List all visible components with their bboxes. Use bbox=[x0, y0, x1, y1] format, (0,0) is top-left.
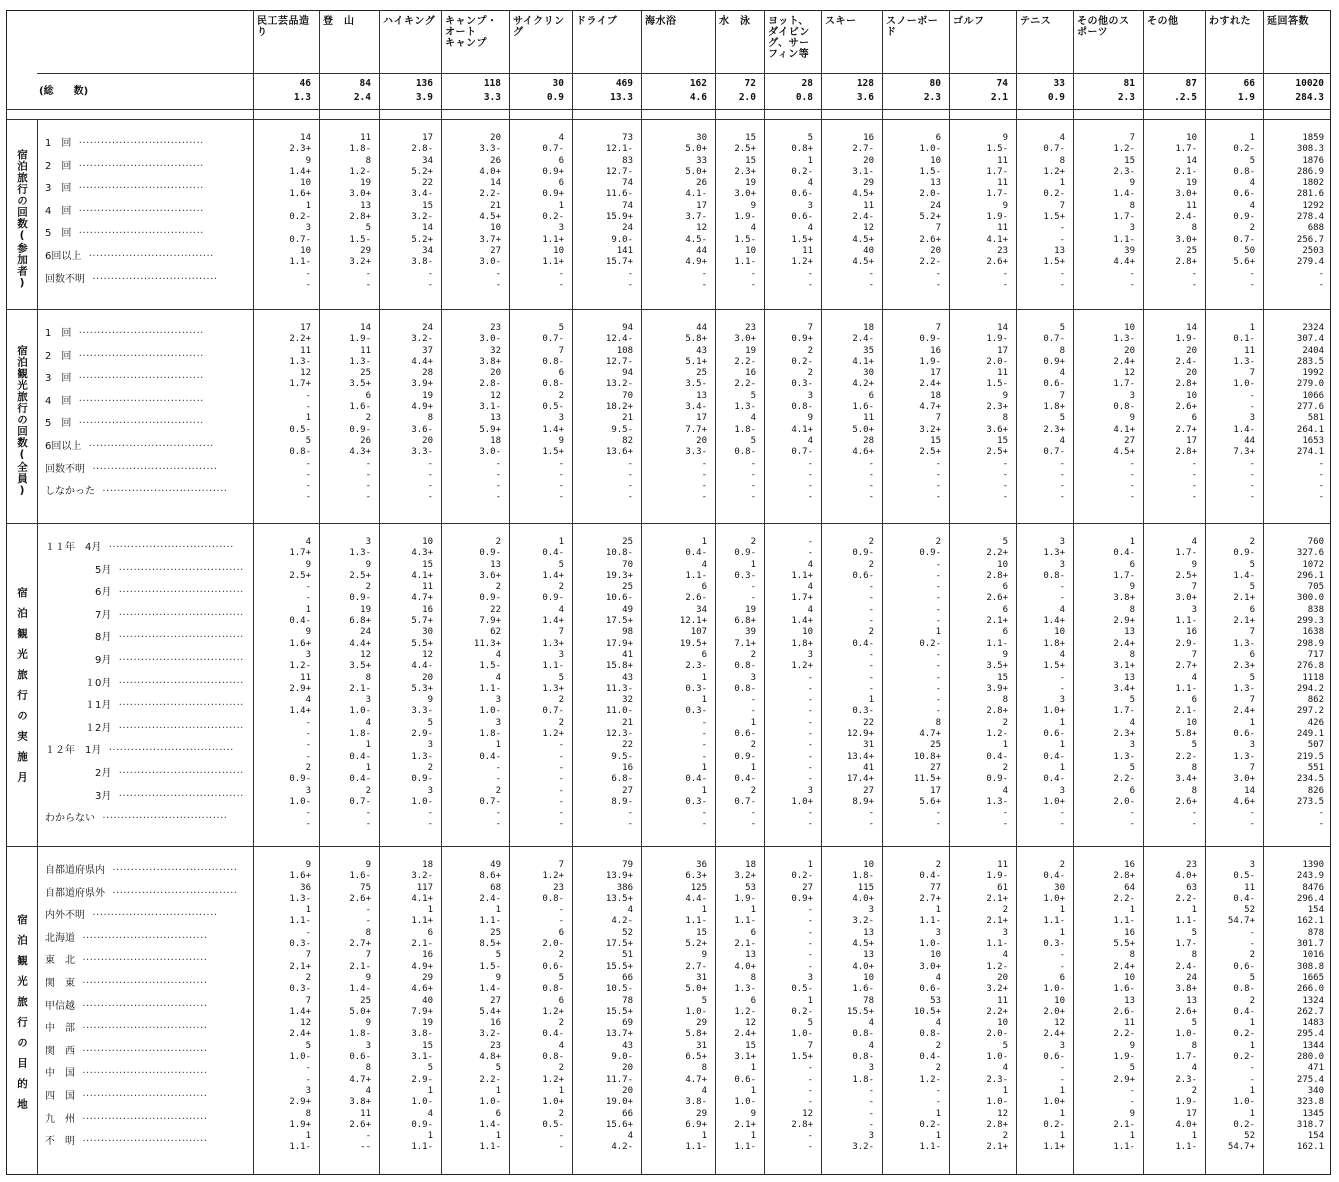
leader-dots: ·································· bbox=[85, 273, 218, 285]
leader-dots: ·································· bbox=[111, 587, 244, 599]
column-total: 136 3.9 bbox=[415, 78, 433, 103]
data-column: 10 1.7- 14 2.1- 19 3.0+ 11 2.4- 8 3.0+ 25 2.8+ - - bbox=[1175, 133, 1197, 290]
row-label bbox=[45, 223, 249, 246]
leader-dots: ·································· bbox=[75, 932, 208, 944]
data-column: 17 2.8- 34 5.2+ 22 3.4- 15 3.2- 14 5.2+ 34 3.8- - - bbox=[411, 133, 433, 290]
row-label-text: 関 西 bbox=[45, 1045, 75, 1057]
row-label bbox=[45, 323, 249, 346]
data-column: 24 3.2- 37 4.4+ 28 3.9+ 19 4.9+ 8 3.6- 20 3.3- - - - - bbox=[411, 323, 433, 503]
data-column: 30 5.0+ 33 5.0+ 26 4.1- 17 3.7- 12 4.5- 44 4.9+ - - bbox=[685, 133, 707, 290]
column-total: 87 .2.5 bbox=[1174, 78, 1197, 103]
leader-dots: ·································· bbox=[71, 350, 204, 362]
column-header: サイクリング bbox=[513, 16, 565, 38]
data-column: 10 1.8- 115 4.0+ 3 3.2- 13 4.5+ 13 4.0+ 10 1.6- 78 15.5+ 4 0.8- 4 0.8- 3 1.8- - - - - 3 3.2- bbox=[846, 860, 874, 1153]
row-label bbox=[45, 481, 249, 504]
row-label bbox=[45, 627, 249, 650]
column-total: 33 0.9 bbox=[1047, 78, 1065, 103]
leader-dots: ·································· bbox=[111, 564, 244, 576]
row-labels bbox=[45, 537, 249, 831]
data-column: 14 1.9- 20 2.4- 20 2.8+ 10 2.6+ 6 2.7+ 17 2.8+ - - - - bbox=[1175, 323, 1197, 503]
column-header: わすれた bbox=[1209, 16, 1251, 27]
row-label bbox=[45, 763, 249, 786]
leader-dots: ·································· bbox=[85, 910, 218, 922]
row-labels bbox=[45, 860, 249, 1154]
row-label-text: １2月 bbox=[45, 722, 112, 734]
row-label-text: 自都道府県外 bbox=[45, 887, 105, 899]
leader-dots: ·································· bbox=[111, 654, 244, 666]
leader-dots: ·································· bbox=[71, 395, 204, 407]
data-column: 4 0.7- 6 0.9+ 6 0.9+ 1 0.2- 3 1.1+ 10 1.1+ - - bbox=[542, 133, 564, 290]
data-column: 1 0.4- 4 1.1- 6 2.6- 34 12.1+ 107 19.5+ 6 2.3- 1 0.3- 1 0.3- - - - - 1 0.4- 1 0.3- - - bbox=[679, 537, 707, 830]
row-label bbox=[45, 673, 249, 696]
column-total: 469 13.3 bbox=[610, 78, 633, 103]
row-label-text: 関 東 bbox=[45, 977, 75, 989]
leader-dots: ·································· bbox=[75, 977, 208, 989]
statistics-table bbox=[6, 10, 1331, 1175]
column-header: 延回答数 bbox=[1267, 16, 1309, 27]
data-column: 1 0.4- 5 1.4+ 2 0.9- 4 1.4+ 7 1.3+ 3 1.1- 5 1.3+ 2 0.7- 2 1.2+ - - - - - - - - bbox=[542, 537, 564, 830]
data-column: 23 4.0+ 63 2.2- 1 1.1- 5 1.7- 8 2.4- 24 3.8+ 13 2.6+ 5 1.0- 8 1.7- 4 2.3- 2 1.9- 17 4.0+ 1 1.1- bbox=[1175, 860, 1197, 1153]
leader-dots: ·································· bbox=[71, 138, 204, 149]
row-label-text: 1 回 bbox=[45, 328, 72, 339]
leader-dots: ·································· bbox=[81, 250, 214, 262]
data-column: 73 12.1- 83 12.7- 74 11.6- 74 15.9+ 24 9.0- 141 15.7+ - - bbox=[605, 133, 633, 290]
column-header: 登 山 bbox=[323, 16, 355, 27]
row-label-text: 7月 bbox=[45, 609, 112, 621]
row-label-text: 6回以上 bbox=[45, 250, 82, 262]
data-column: 5 0.8+ 1 0.2- 4 0.6- 3 0.6- 4 1.5+ 11 1.2+ - - bbox=[791, 133, 813, 290]
data-column: 2 0.9- 2 0.6- - - - - 2 0.4- - - - - 1 0.3- 22 12.9+ 31 13.4+ 41 17.4+ 27 8.9+ - - bbox=[846, 537, 874, 830]
row-label bbox=[45, 808, 249, 831]
leader-dots: ·································· bbox=[75, 1136, 208, 1148]
row-label-text: 5月 bbox=[45, 564, 112, 576]
row-label bbox=[45, 156, 249, 179]
data-column: 3 0.5- 11 0.4- 52 54.7+ - - 2 0.6- 5 0.8- 2 0.4- 1 0.2- 1 0.2- - - 1 1.0- 1 0.2- 52 54.7+ bbox=[1227, 860, 1255, 1153]
data-column: 10 1.3- 20 2.4+ 12 1.7- 3 0.8- 9 4.1+ 27 4.5+ - - - - bbox=[1113, 323, 1135, 503]
row-label bbox=[45, 605, 249, 628]
row-label-text: 九 州 bbox=[45, 1113, 75, 1125]
row-label-text: 9月 bbox=[45, 654, 112, 666]
leader-dots: ·································· bbox=[111, 790, 244, 802]
leader-dots: ·································· bbox=[111, 700, 244, 712]
row-label-text: 5 回 bbox=[45, 418, 72, 430]
leader-dots: ·································· bbox=[81, 440, 214, 452]
data-column: 23 3.0- 32 3.8+ 20 2.8- 12 3.1- 13 5.9+ 18 3.0- - - - - bbox=[479, 323, 501, 503]
row-label bbox=[45, 950, 249, 973]
leader-dots: ·································· bbox=[95, 813, 228, 825]
row-label-text: 3月 bbox=[45, 790, 112, 802]
section-title: 宿泊観光旅行の実施月 bbox=[16, 587, 28, 792]
row-label bbox=[45, 996, 249, 1019]
row-label-text: 中 部 bbox=[45, 1023, 75, 1035]
data-column: 1859 308.3 1876 286.9 1802 281.6 1292 278.4 688 256.7 2503 279.4 - - bbox=[1296, 133, 1324, 290]
data-column: 4 1.7+ 9 2.5+ - - 1 0.4- 9 1.6+ 3 1.2- 11 2.9+ 4 1.4+ - - - - 2 0.9- 3 1.0- - - bbox=[289, 537, 311, 830]
data-column: 2 0.9- 1 0.3- - - 19 6.8+ 39 7.1+ 2 0.8- 3 0.8- - - 1 0.6- 2 0.9- 1 0.4- 2 0.7- - - bbox=[734, 537, 756, 830]
data-column: 7 0.9- 16 1.9- 17 2.4+ 18 4.7+ 7 3.2+ 15 2.5+ - - - - bbox=[919, 323, 941, 503]
row-label-text: 北海道 bbox=[45, 932, 75, 944]
data-column: 1 0.1- 11 1.3- 7 1.0- - - 3 1.4- 44 7.3+ - - - - bbox=[1233, 323, 1255, 503]
leader-dots: ·································· bbox=[71, 328, 204, 339]
leader-dots: ·································· bbox=[111, 632, 244, 644]
row-label bbox=[45, 860, 249, 883]
total-row-label: (総 数) bbox=[39, 86, 89, 97]
data-column: 9 1.6+ 36 1.3- 1 1.1- - 0.3- 7 2.1+ 2 0.3- 7 1.4+ 12 2.4+ 5 1.0- - - 3 2.9+ 8 1.9+ 1 1.1- bbox=[289, 860, 311, 1153]
data-column: 20 3.3- 26 4.0+ 14 2.2- 21 4.5+ 10 3.7+ 27 3.0- - - bbox=[479, 133, 501, 290]
data-column: 2 0.4- 30 1.0+ 1 1.1- 1 0.3- - - 6 1.0- 10 2.0+ 12 2.4+ 3 0.6- - - 1 1.0+ 1 0.2- 1 1.1+ bbox=[1043, 860, 1065, 1153]
row-label bbox=[45, 201, 249, 224]
row-label-text: １0月 bbox=[45, 677, 112, 689]
leader-dots: ·································· bbox=[71, 183, 204, 195]
column-total: 72 2.0 bbox=[738, 78, 756, 103]
leader-dots: ·································· bbox=[75, 1113, 208, 1125]
column-header: その他のスポーツ bbox=[1077, 16, 1130, 38]
row-label-text: 甲信越 bbox=[45, 1000, 75, 1012]
row-label bbox=[45, 391, 249, 414]
data-column: 4 1.7- 9 2.5+ 7 3.0+ 3 1.1- 16 2.9- 7 2.7+ 4 1.1- 6 2.1- 10 5.8+ 5 2.2- 8 3.4+ 8 2.6+ - - bbox=[1175, 537, 1197, 830]
leader-dots: ·································· bbox=[105, 865, 238, 876]
row-label-text: 2 回 bbox=[45, 160, 72, 172]
row-label-text: 3 回 bbox=[45, 373, 72, 385]
data-column: 7 1.2- 15 2.3- 9 1.4- 8 1.7- 3 1.1- 39 4.4+ - - bbox=[1113, 133, 1135, 290]
column-total: 30 0.9 bbox=[546, 78, 564, 103]
data-column: 14 1.9- 11 1.3- 25 3.5+ 6 1.6- 2 0.9- 26 4.3+ - - - - bbox=[349, 323, 371, 503]
data-column: 3 1.3- 9 2.5+ 2 0.9- 19 6.8+ 24 4.4+ 12 3.5+ 8 2.1- 3 1.0- 4 1.8- 1 0.4- 1 0.4- 2 0.7- - - bbox=[349, 537, 371, 830]
row-label-text: しなかった bbox=[45, 486, 95, 498]
row-label-text: 不 明 bbox=[45, 1136, 75, 1148]
data-column: 36 6.3+ 125 4.4- 1 1.1- 15 5.2+ 9 2.7- 31 5.0+ 5 1.0- 29 5.8+ 31 6.5+ 8 4.7+ 4 3.8- 29 6.9+ 1 1.1- bbox=[685, 860, 707, 1153]
row-label-text: 東 北 bbox=[45, 955, 75, 967]
row-label bbox=[45, 786, 249, 809]
data-column: 49 8.6+ 68 2.4- 1 1.1- 25 8.5+ 5 1.5- 9 1.4- 27 5.4+ 16 3.2- 23 4.8+ 5 2.2- 1 1.0- 6 1.4- 1 1.1- bbox=[479, 860, 501, 1153]
leader-dots: ·································· bbox=[75, 955, 208, 967]
data-column: 16 2.7- 20 3.1- 29 4.5+ 11 2.4- 12 4.5+ 40 4.5+ - - bbox=[852, 133, 874, 290]
row-label-text: 4 回 bbox=[45, 205, 72, 217]
row-label-text: 3 回 bbox=[45, 183, 72, 195]
row-label bbox=[45, 413, 249, 436]
row-label bbox=[45, 718, 249, 741]
row-label bbox=[45, 537, 249, 560]
column-total: 81 2.3 bbox=[1117, 78, 1135, 103]
data-column: 2324 307.4 2404 283.5 1992 279.0 1066 277.6 581 264.1 1653 274.1 - - - - bbox=[1296, 323, 1324, 503]
data-column: 94 12.4- 108 12.7- 94 13.2- 70 18.2+ 21 9.5- 82 13.6+ - - - - bbox=[605, 323, 633, 503]
row-label-text: 2月 bbox=[45, 767, 112, 779]
row-label bbox=[45, 178, 249, 201]
section-divider bbox=[7, 523, 1330, 524]
leader-dots: ·································· bbox=[71, 160, 204, 172]
leader-dots: ·································· bbox=[111, 767, 244, 779]
column-header: 民工芸品造り bbox=[257, 16, 310, 38]
data-column: - - 4 1.1+ 4 1.7+ 4 1.4+ 10 1.8+ 3 1.2+ - - - - - - - - - - 3 1.0+ - - bbox=[791, 537, 813, 830]
row-label bbox=[45, 1018, 249, 1041]
column-total: 74 2.1 bbox=[990, 78, 1008, 103]
column-total: 162 4.6 bbox=[689, 78, 707, 103]
leader-dots: ·································· bbox=[75, 1068, 208, 1080]
row-label bbox=[45, 883, 249, 906]
row-labels bbox=[45, 323, 249, 504]
leader-dots: ·································· bbox=[75, 1090, 208, 1102]
row-label bbox=[45, 973, 249, 996]
row-label-text: 4 回 bbox=[45, 395, 72, 407]
section-title: 宿泊旅行の回数(参加者) bbox=[16, 148, 28, 290]
header-divider bbox=[7, 119, 1330, 120]
row-label-text: 四 国 bbox=[45, 1090, 75, 1102]
leader-dots: ·································· bbox=[101, 745, 234, 757]
row-label bbox=[45, 740, 249, 763]
row-label-text: 5 回 bbox=[45, 228, 72, 240]
data-column: 18 3.2+ 53 1.9- 1 1.1- 6 2.1- 13 4.0+ 8 1.3- 6 1.2- 12 2.4+ 15 3.1+ 1 0.6- 1 1.0- 9 2.1+ 1 1.1- bbox=[734, 860, 756, 1153]
data-column: 3 1.3+ 3 0.8- - - 4 1.4+ 10 1.8+ 4 1.5+ - - 3 1.0+ 1 0.6- 1 0.4- 1 0.4- 3 1.0+ - - bbox=[1043, 537, 1065, 830]
section-title: 宿泊観光旅行の回数(全員) bbox=[16, 344, 28, 498]
column-total: 28 0.8 bbox=[795, 78, 813, 103]
data-column: 23 3.0+ 19 2.2- 16 2.2- 5 1.3- 4 1.8- 5 0.8- - - - - bbox=[734, 323, 756, 503]
row-label bbox=[45, 459, 249, 482]
leader-dots: ·································· bbox=[71, 228, 204, 240]
data-column: 9 1.5- 11 1.7- 11 1.7- 9 1.9- 11 4.1+ 23 2.6+ - - bbox=[986, 133, 1008, 290]
column-header: スキー bbox=[825, 16, 857, 27]
leader-dots: ·································· bbox=[75, 1045, 208, 1057]
data-column: 25 10.8- 70 19.3+ 25 10.6- 49 17.5+ 98 17.9+ 41 15.8+ 43 11.3- 32 11.0- 21 12.3- 22 9.5- 16 6.8- 27 8.9- - - bbox=[605, 537, 633, 830]
leader-dots: ·································· bbox=[71, 418, 204, 430]
leader-dots: ·································· bbox=[111, 609, 244, 621]
data-column: 14 1.9- 17 2.0- 11 1.5- 9 2.3+ 8 3.6+ 15 2.5+ - - - - bbox=[986, 323, 1008, 503]
leader-dots: ·································· bbox=[71, 373, 204, 385]
data-column: 4 0.7- 8 1.2+ 1 0.2- 7 1.5+ - - 13 1.5+ - - bbox=[1043, 133, 1065, 290]
section-title: 宿泊観光旅行の目的地 bbox=[16, 913, 28, 1119]
data-column: 9 1.6- 75 2.6+ - - 8 2.7+ 7 2.1- 9 1.4- 25 5.0+ 9 1.8- 3 0.6- 8 4.7+ 4 3.8+ 11 2.6+ - -- bbox=[349, 860, 371, 1153]
data-column: 18 3.2- 117 4.1+ 1 1.1+ 6 2.1- 16 4.9+ 29 4.6+ 40 7.9+ 19 3.8- 15 3.1- 5 2.9- 1 1.0- 4 0.9- 1 1.1- bbox=[411, 860, 433, 1153]
leader-dots: ·································· bbox=[105, 887, 238, 899]
column-header: 海水浴 bbox=[645, 16, 677, 27]
column-header: ヨット、ダイビング、サーフィン等 bbox=[768, 16, 810, 60]
column-total: 10020 284.3 bbox=[1295, 78, 1324, 103]
data-column: 11 1.8- 8 1.2- 19 3.0+ 13 2.8+ 5 1.5- 29 3.2+ - - bbox=[349, 133, 371, 290]
row-label-text: 回数不明 bbox=[45, 463, 85, 475]
data-column: 7 1.2+ 23 0.8- - - 6 2.0- 2 0.6- 5 0.8- 6 1.2+ 2 0.4- 4 0.8- 2 1.2+ 1 1.0+ 2 0.5- - - bbox=[542, 860, 564, 1153]
row-label bbox=[45, 928, 249, 951]
row-label-text: １２年 1月 bbox=[45, 745, 102, 757]
row-label bbox=[45, 560, 249, 583]
leader-dots: ·································· bbox=[101, 542, 234, 553]
column-header: ハイキング bbox=[383, 16, 436, 27]
column-total: 80 2.3 bbox=[923, 78, 941, 103]
row-label bbox=[45, 1131, 249, 1154]
row-label bbox=[45, 650, 249, 673]
data-column: 11 1.9- 61 2.1+ 2 2.1+ 3 1.1- 4 1.2- 20 3.2+ 11 2.2+ 10 2.0- 5 1.0- 4 2.3- 1 1.0- 12 2.8+ 2 2.1+ bbox=[986, 860, 1008, 1153]
section-divider bbox=[7, 846, 1330, 847]
column-header: スノーボード bbox=[886, 16, 939, 38]
row-label-text: 中 国 bbox=[45, 1068, 75, 1080]
data-column: 10 4.3+ 15 4.1+ 11 4.7+ 16 5.7+ 30 5.5+ 12 4.4- 20 5.3+ 9 3.3- 5 2.9- 3 1.3- 2 0.9- 3 1.0- - - bbox=[411, 537, 433, 830]
leader-dots: ·································· bbox=[75, 1000, 208, 1012]
row-label bbox=[45, 1041, 249, 1064]
row-label bbox=[45, 436, 249, 459]
row-label-text: １１年 4月 bbox=[45, 542, 102, 553]
row-label-text: 8月 bbox=[45, 632, 112, 644]
data-column: 17 2.2+ 11 1.3- 12 1.7+ - - 1 0.5- 5 0.8- - - - - bbox=[289, 323, 311, 503]
leader-dots: ·································· bbox=[111, 722, 244, 734]
row-header-divider bbox=[37, 119, 38, 1174]
row-label bbox=[45, 1063, 249, 1086]
column-total: 128 3.6 bbox=[856, 78, 874, 103]
row-label-text: 内外不明 bbox=[45, 910, 85, 922]
row-labels bbox=[45, 133, 249, 291]
column-header: ドライブ bbox=[576, 16, 618, 27]
data-column: 5 2.2+ 10 2.8+ 6 2.6+ 6 2.1+ 6 1.1- 9 3.5+ 15 3.9+ 8 2.8+ 2 1.2- 1 0.4- 2 0.9- 4 1.3- - - bbox=[986, 537, 1008, 830]
row-label bbox=[45, 368, 249, 391]
data-column: 18 2.4- 35 4.1+ 30 4.2+ 6 1.6- 11 5.0+ 28 4.6+ - - - - bbox=[852, 323, 874, 503]
column-header: その他 bbox=[1147, 16, 1179, 27]
row-label bbox=[45, 133, 249, 156]
leader-dots: ·································· bbox=[85, 463, 218, 475]
data-column: 44 5.8+ 43 5.1+ 25 3.5- 13 3.4- 17 7.7+ 20 3.3- - - - - bbox=[685, 323, 707, 503]
row-label bbox=[45, 1109, 249, 1132]
data-column: 2 0.4- 77 2.7+ 1 1.1- 3 1.0- 10 3.0+ 4 0.6- 53 10.5+ 4 0.8- 2 0.4- 2 1.2- - - 1 0.2- 1 1.1- bbox=[913, 860, 941, 1153]
data-column: 6 1.0- 10 1.5- 13 2.0- 24 5.2+ 7 2.6+ 20 2.2- - - bbox=[919, 133, 941, 290]
data-column: 7 0.9+ 2 0.2- 2 0.3- 3 0.8- 9 4.1+ 4 0.7- - - - - bbox=[791, 323, 813, 503]
leader-dots: ·································· bbox=[95, 486, 228, 498]
data-column: 15 2.5+ 15 2.3+ 19 3.0+ 9 1.9- 4 1.5- 10 1.1- - - bbox=[734, 133, 756, 290]
row-label bbox=[45, 695, 249, 718]
column-total: 46 1.3 bbox=[293, 78, 311, 103]
row-label-text: 自都道府県内 bbox=[45, 865, 105, 876]
row-label-text: 6回以上 bbox=[45, 440, 82, 452]
row-label bbox=[45, 905, 249, 928]
leader-dots: ·································· bbox=[75, 1023, 208, 1035]
header-divider bbox=[7, 109, 1330, 110]
row-label-text: 2 回 bbox=[45, 350, 72, 362]
data-column: 16 2.8+ 64 2.2- 1 1.1- 16 5.5+ 8 2.4+ 10 1.6- 13 2.6- 11 2.2- 9 1.9- 5 2.9+ - - 9 2.1- 1 1.1- bbox=[1113, 860, 1135, 1153]
data-column: 5 0.7- 7 0.8- 6 0.8- 2 0.5- 3 1.4+ 9 1.5+ - - - - bbox=[542, 323, 564, 503]
data-column: 760 327.6 1072 296.1 705 300.0 838 299.3 1638 298.9 717 276.8 1118 294.2 862 297.2 426 249.1 507 219.5 551 234.5 826 273.5 - - bbox=[1296, 537, 1324, 830]
column-header: テニス bbox=[1020, 16, 1052, 27]
column-total: 84 2.4 bbox=[353, 78, 371, 103]
data-column: 79 13.9+ 386 13.5+ 4 4.2- 52 17.5+ 51 15.5+ 66 10.5- 78 15.5+ 69 13.7+ 43 9.0- 20 11.7- 20 19.0+ 66 15.6+ 4 4.2- bbox=[605, 860, 633, 1153]
section-divider bbox=[7, 309, 1330, 310]
column-header: キャンプ・オート キャンプ bbox=[445, 16, 498, 49]
row-label-text: １1月 bbox=[45, 700, 112, 712]
column-header: ゴルフ bbox=[953, 16, 985, 27]
row-label-text: 回数不明 bbox=[45, 273, 85, 285]
column-total: 66 1.9 bbox=[1237, 78, 1255, 103]
leader-dots: ·································· bbox=[111, 677, 244, 689]
data-column: 1 0.2- 27 0.9+ - - - - - - 3 0.5- 1 0.2- 5 1.0- 7 1.5+ - - - - 12 2.8+ - - bbox=[791, 860, 813, 1153]
data-column: 5 0.7- 8 0.9+ 4 0.6- 7 1.8+ 5 2.3+ 4 0.7- - - - - bbox=[1043, 323, 1065, 503]
row-label bbox=[45, 346, 249, 369]
data-column: 1 0.2- 5 0.8- 4 0.6- 4 0.9- 2 0.7- 50 5.6+ - - bbox=[1233, 133, 1255, 290]
leader-dots: ·································· bbox=[71, 205, 204, 217]
column-header: 水 泳 bbox=[719, 16, 751, 27]
row-label-text: 6月 bbox=[45, 587, 112, 599]
row-label bbox=[45, 246, 249, 269]
column-total: 118 3.3 bbox=[483, 78, 501, 103]
row-label bbox=[45, 269, 249, 292]
data-column: 1 0.4- 6 1.7- 9 3.8+ 8 2.9+ 13 2.4+ 8 3.1+ 13 3.4+ 5 1.7- 4 2.3+ 3 1.3- 5 2.2- 6 2.0- - - bbox=[1113, 537, 1135, 830]
data-column: 1390 243.9 8476 296.4 154 162.1 878 301.7 1016 308.8 1665 266.0 1324 262.7 1483 295.4 1344 280.0 471 275.4 340 323.8 1345 318.7 154 162.1 bbox=[1296, 860, 1324, 1153]
data-column: 2 0.9- 5 1.4- 5 2.1+ 6 2.1+ 7 1.3- 6 2.3+ 5 1.3- 7 2.4+ 1 0.6- 3 1.3- 7 3.0+ 14 4.6+ - - bbox=[1233, 537, 1255, 830]
data-column: 14 2.3+ 9 1.4+ 10 1.6+ 1 0.2- 3 0.7- 10 1.1- - - bbox=[289, 133, 311, 290]
row-label bbox=[45, 1086, 249, 1109]
row-label-text: 1 回 bbox=[45, 138, 72, 149]
row-label bbox=[45, 582, 249, 605]
row-label-text: わからない bbox=[45, 813, 95, 825]
data-column: 2 0.9- 13 3.6+ 2 0.9- 22 7.9+ 62 11.3+ 4 1.5- 4 1.1- 3 1.0- 3 1.8- 1 0.4- - - 2 0.7- - - bbox=[473, 537, 501, 830]
data-column: 2 0.9- - - - - - - 1 0.2- - - - - - - 8 4.7+ 25 10.8+ 27 11.5+ 17 5.6+ - - bbox=[913, 537, 941, 830]
